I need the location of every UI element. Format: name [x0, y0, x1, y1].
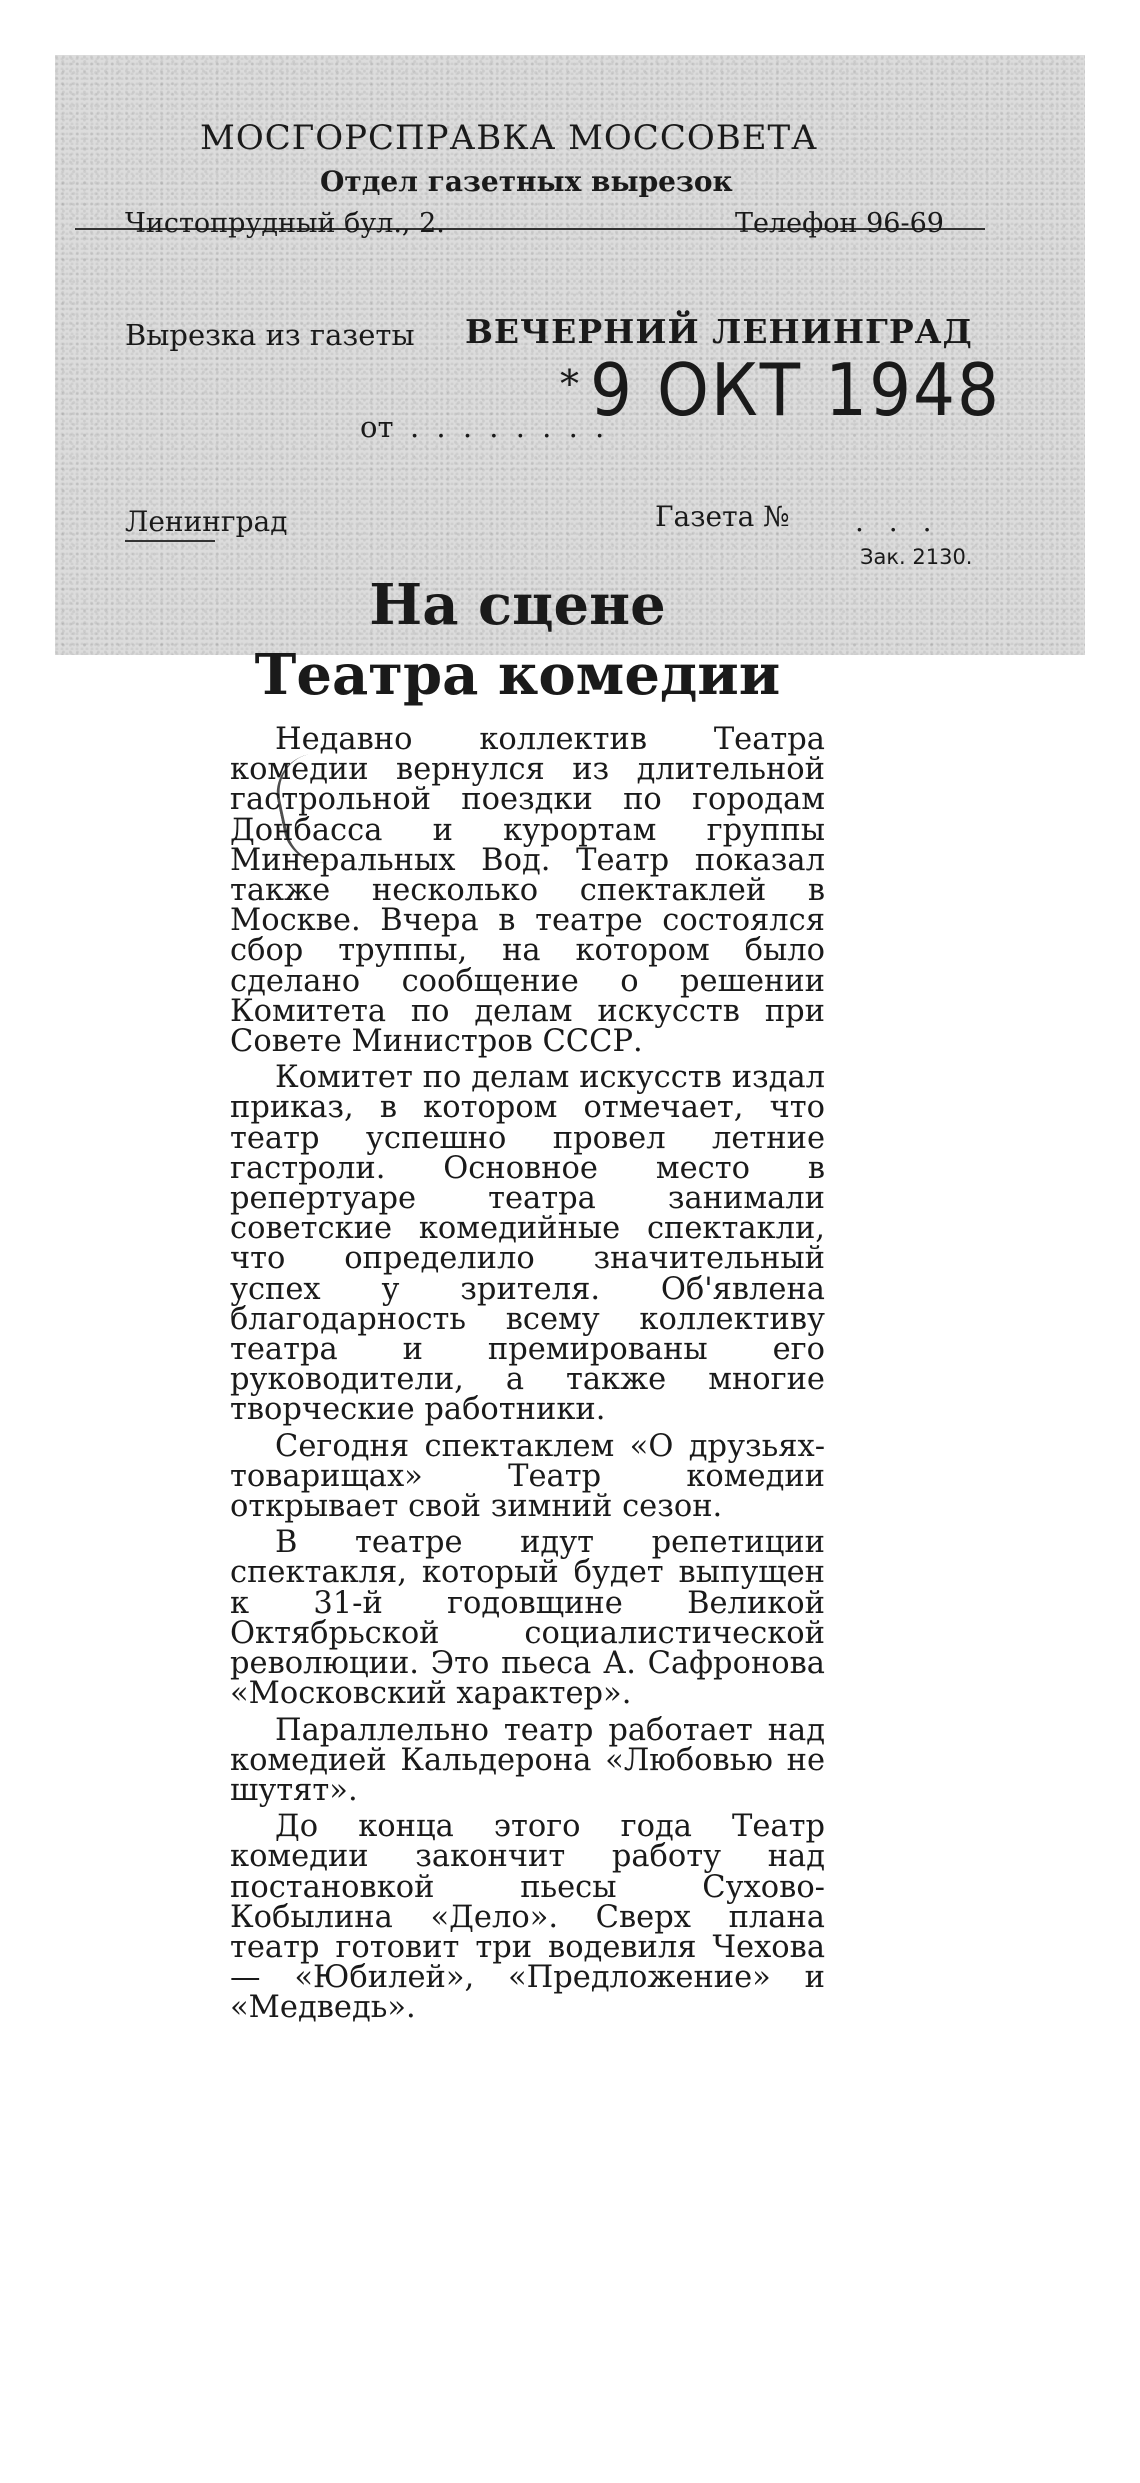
article-title	[195, 570, 840, 710]
issue-label: Газета №	[655, 500, 790, 533]
date-star: *	[560, 362, 579, 406]
paragraph: До конца этого года Театр комедии закончит работу над постановкой пьесы Сухово-Кобылина «Дело». Сверх плана театр готовит три водевиля Чехова — «Юбилей», «Предложение» и «Медведь».	[230, 1809, 825, 2026]
article-body	[230, 722, 825, 2030]
paragraph: Комитет по делам искусств издал приказ, в котором отмечает, что театр успешно провел летние гастроли. Основное место в репертуаре театра занимали советские комедийные спектакли, что определило значительный успех у зрителя. Об'явлена благодарность всему коллективу театра и премированы его руководители, а также многие творческие работники.	[230, 1060, 825, 1428]
paragraph: Сегодня спектаклем «О друзьях-товарищах» Театр комедии открывает свой зимний сезон.	[230, 1428, 825, 1525]
date-dots: . . . . . . . .	[410, 410, 609, 444]
clip-label: Вырезка из газеты	[125, 318, 415, 352]
title-line-2: Театра комедии	[254, 642, 781, 708]
paragraph: В театре идут репетиции спектакля, который будет выпущен к 31-й годовщине Великой Октябрьской социалистической революции. Это пьеса А. Сафронова «Московский характер».	[230, 1525, 825, 1712]
date-stamp: 9 ОКТ 1948	[590, 348, 1002, 433]
department-name: Отдел газетных вырезок	[320, 165, 733, 198]
city: Ленинград	[125, 505, 288, 538]
org-name: МОСГОРСПРАВКА МОССОВЕТА	[200, 118, 818, 158]
city-underline	[125, 540, 215, 542]
issue-dots: . . .	[855, 505, 940, 538]
paragraph: Недавно коллектив Театра комедии вернулся из длительной гастрольной поездки по городам Донбасса и курортам группы Минеральных Вод. Театр показал также несколько спектаклей в Москве. Вчера в театре состоялся сбор труппы, на котором было сделано сообщение о решении Комитета по делам искусств при Совете Министров СССР.	[230, 722, 825, 1060]
order-number: Зак. 2130.	[860, 545, 973, 569]
newspaper-name: ВЕЧЕРНИЙ ЛЕНИНГРАД	[465, 312, 973, 351]
paragraph: Параллельно театр работает над комедией Кальдерона «Любовью не шутят».	[230, 1712, 825, 1808]
phone: Телефон 96-69	[735, 208, 944, 239]
address: Чистопрудный бул., 2.	[125, 208, 445, 239]
from-label: от	[360, 410, 394, 444]
title-line-1: На сцене	[369, 572, 666, 638]
